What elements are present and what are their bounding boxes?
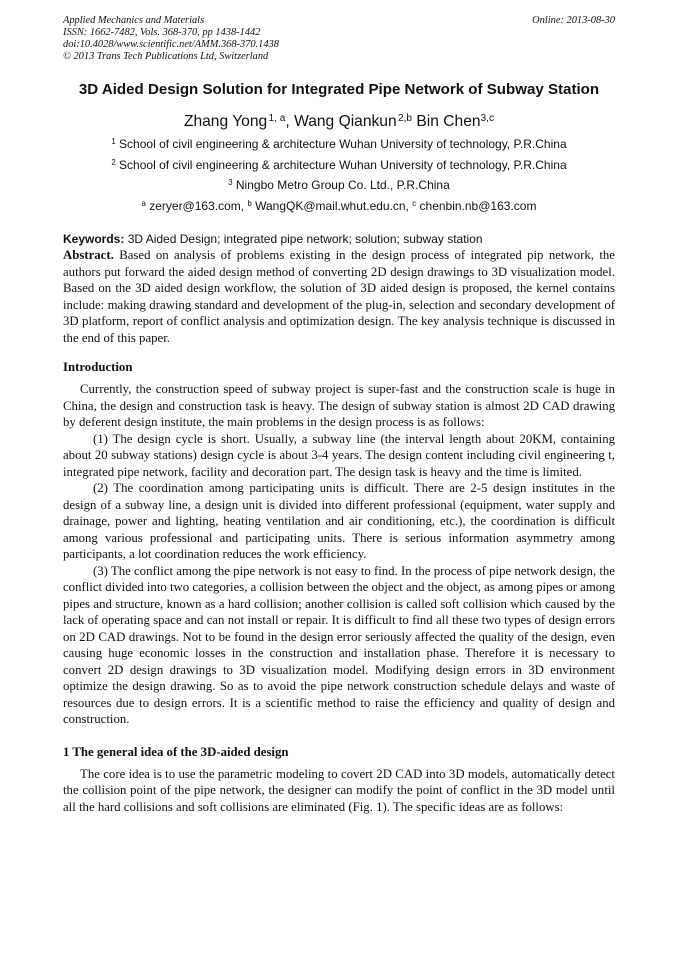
author-affiliation-mark: 2,b — [397, 112, 413, 124]
email-link-a[interactable]: zeryer@163.com, — [149, 198, 248, 213]
affiliation-line — [63, 134, 615, 155]
author-affiliation-mark: 1, a — [268, 112, 286, 124]
author-name: Zhang Yong — [183, 113, 268, 130]
keywords — [63, 231, 615, 247]
paper-title: 3D Aided Design Solution for Integrated Pipe Network of Subway Station — [78, 81, 600, 98]
intro-point-3: (3) The conflict among the pipe network is not easy to find. In the process of pipe network design, the conflict divided into two categories, a collision between the object and the object, as among pipes or among pipes and structure, known as a hard collision; another collision is called soft collision which caused by the lack of operating space and can not install or repair. It is difficult to find all these two types of design errors on 2D CAD drawings. Not to be found in the design error seriously affected the quality of the design, even causing huge economic losses in the construction and installation phase. Therefore it is necessary to convert 2D design drawings to 3D visualization model. Modifying design errors in 3D environment optimize the design drawing. So as to avoid the pipe network construction schedule delays and waste of resources due to design errors. It is a scientific method to raise the efficiency and quality of design and construction. — [63, 563, 615, 726]
affiliation-text: Ningbo Metro Group Co. Ltd., P.R.China — [235, 178, 450, 192]
email-link-c[interactable]: chenbin.nb@163.com — [419, 198, 537, 213]
affiliation-number: 3 — [228, 178, 233, 188]
keywords-label: Keywords: — [63, 232, 125, 246]
general-idea-paragraph: The core idea is to use the parametric modeling to covert 2D CAD into 3D models, automatically detect the collision point of the pipe network, the designer can modify the point of conflict in the 3D model until all the hard collisions and soft collisions are eliminated (Fig. 1). The specific ideas are as follows: — [63, 766, 615, 814]
affiliation-text: School of civil engineering & architecture Wuhan University of technology, P.R.China — [119, 157, 567, 172]
intro-paragraph: Currently, the construction speed of subway project is super-fast and the construction scale is huge in China, the design and construction task is heavy. The design of subway station is almost 2D CAD drawing by deferent design institute, the main problems in the design process is as follows: — [63, 382, 615, 429]
author-list — [63, 112, 615, 132]
intro-point-2: (2) The coordination among participating units is difficult. There are 2-5 design institutes in the design of a subway line, a design unit is divided into different professional (equipment, water supply and drainage, power and lighting, heating ventilation and air conditioning, etc.), the coordination is difficult among various professional and participating units. There is serious information asymmetry among participants, a lot coordination reduces the work efficiency. — [63, 481, 615, 561]
abstract-text: Based on analysis of problems existing in the design process of integrated pip network, the authors put forward the aided design method of converting 2D design drawings to 3D visualization model. Based on the 3D aided design workflow, the solution of 3D aided design is proposed, the kernel contains include: making drawing standard and development of the plug-in, selection and secondary development of 3D platform, report of conflict analysis and optimization design. The key analysis technique is discussed in the end of this paper. — [63, 248, 615, 345]
journal-name: Applied Mechanics and Materials — [63, 15, 205, 26]
affiliation-list — [63, 134, 615, 216]
email-line — [63, 196, 615, 217]
author-name: Wang Qiankun — [294, 113, 397, 130]
affiliation-line — [63, 175, 615, 196]
intro-point-1: (1) The design cycle is short. Usually, a subway line (the interval length about 20KM, containing about 20 subway stations) design cycle is about 3-4 years. The design content including civil engineering t, integrated pipe network, facility and decoration part. The design task is heavy and the time is limited. — [63, 431, 615, 479]
affiliation-line — [63, 155, 615, 176]
affiliation-number: 1 — [111, 137, 116, 147]
author-separator: , — [285, 113, 295, 130]
section-heading-general-idea: 1 The general idea of the 3D-aided design — [63, 744, 289, 759]
author-name: Bin Chen — [416, 113, 481, 130]
affiliation-number: 2 — [111, 157, 116, 167]
keywords-text: 3D Aided Design; integrated pipe network; solution; subway station — [124, 232, 483, 246]
email-mark: b — [247, 198, 252, 208]
email-mark: c — [412, 198, 417, 208]
email-mark: a — [141, 198, 146, 208]
issn-line: ISSN: 1662-7482, Vols. 368-370, pp 1438-1442 — [63, 27, 261, 38]
copyright-line: © 2013 Trans Tech Publications Ltd, Switzerland — [63, 51, 269, 62]
abstract-label: Abstract. — [63, 248, 114, 262]
author-affiliation-mark: 3,c — [480, 112, 495, 124]
email-link-b[interactable]: WangQK@mail.whut.edu.cn, — [255, 198, 413, 213]
doi-line: doi:10.4028/www.scientific.net/AMM.368-370.1438 — [63, 39, 279, 50]
paper-content — [63, 80, 615, 815]
section-heading-introduction: Introduction — [63, 360, 133, 374]
online-date: Online: 2013-08-30 — [532, 15, 615, 26]
affiliation-text: School of civil engineering & architecture Wuhan University of technology, P.R.China — [119, 137, 567, 151]
abstract — [63, 247, 615, 346]
publication-info — [63, 15, 279, 63]
